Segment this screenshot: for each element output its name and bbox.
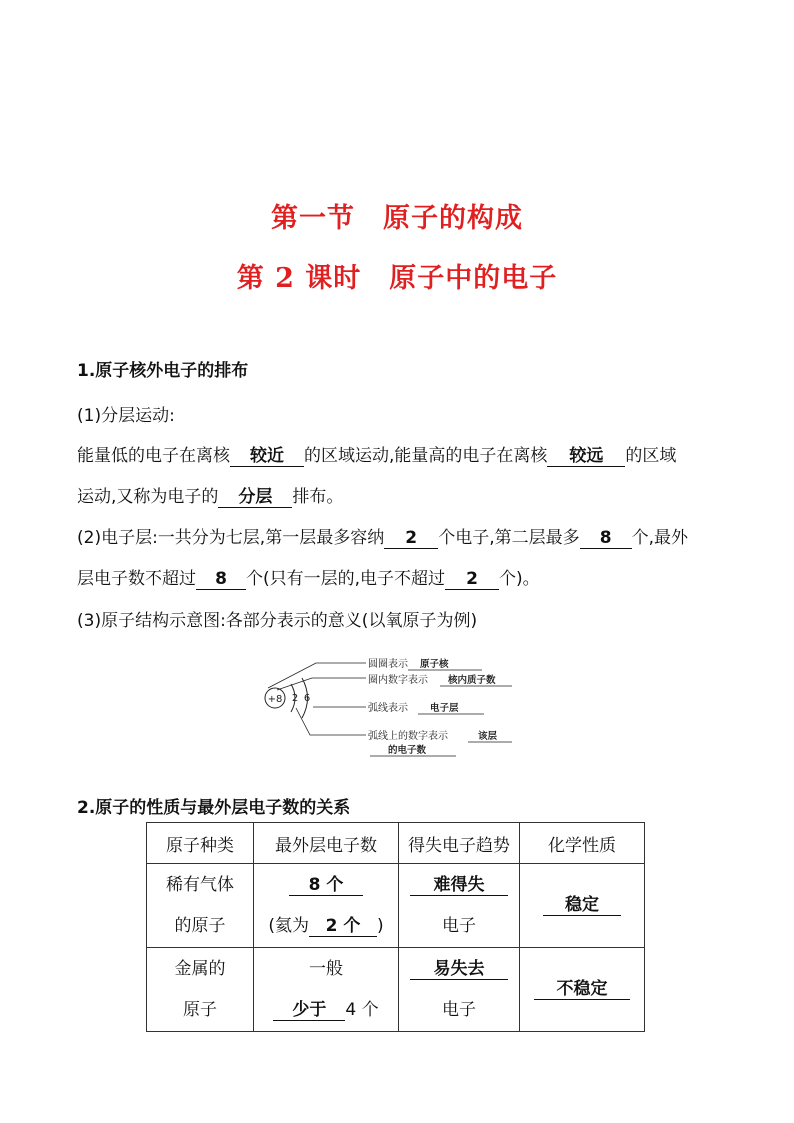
table-cell [254, 864, 399, 948]
answer-blank: 易失去 [410, 959, 508, 980]
diagram-ans-4a: 该层 [478, 731, 498, 742]
table-header: 化学性质 [520, 823, 645, 864]
diagram-label-4: 弧线上的数字表示 [368, 731, 448, 742]
cell-line [399, 949, 519, 990]
answer-blank: 2 个 [309, 916, 377, 937]
answer-blank: 2 [445, 569, 499, 590]
p1-line2 [77, 482, 343, 508]
cell-line: 电子 [442, 915, 476, 936]
text: 排布。 [292, 487, 344, 507]
diagram-label-1: 圆圈表示 [368, 659, 408, 670]
table-cell [147, 864, 254, 948]
text: (氦为 [268, 915, 309, 936]
section2-heading: 2.原子的性质与最外层电子数的关系 [77, 798, 351, 818]
p3: (3)原子结构示意图:各部分表示的意义(以氧原子为例) [77, 611, 478, 631]
answer-blank: 2 [384, 528, 438, 549]
text: 个,最外 [631, 528, 689, 548]
table-cell [399, 864, 520, 948]
text: 运动,又称为电子的 [77, 487, 219, 507]
table-row [147, 864, 645, 948]
diagram-ans-4b: 的电子数 [388, 745, 427, 756]
table-header: 得失电子趋势 [399, 823, 520, 864]
table-row [147, 948, 645, 1032]
answer-blank: 不稳定 [534, 979, 630, 1000]
table-cell [254, 948, 399, 1032]
cell-line: 一般 [309, 958, 343, 979]
text: (2)电子层:一共分为七层,第一层最多容纳 [77, 528, 385, 548]
nucleus-label: +8 [267, 694, 283, 705]
section1-heading: 1.原子核外电子的排布 [77, 361, 249, 381]
answer-blank: 较近 [230, 446, 304, 467]
p2-line1 [77, 523, 688, 549]
shell2-count: 6 [303, 693, 311, 704]
table-cell [147, 948, 254, 1032]
page-subtitle [0, 256, 794, 295]
answer-blank: 较远 [547, 446, 625, 467]
text: 个(只有一层的,电子不超过 [246, 569, 446, 589]
shell1-count: 2 [291, 693, 299, 704]
table-cell [399, 948, 520, 1032]
table-header: 最外层电子数 [254, 823, 399, 864]
text: 4 个 [345, 999, 379, 1020]
answer-blank: 分层 [218, 487, 292, 508]
cell-line: 原子 [183, 999, 217, 1020]
subtitle-number: 2 [275, 263, 295, 294]
cell-line: 稀有气体 [166, 874, 234, 895]
leader-line-1 [268, 663, 366, 688]
text: 能量低的电子在离核 [77, 446, 230, 466]
shell-arc-1 [291, 684, 295, 712]
cell-line: 金属的 [174, 958, 226, 979]
subtitle-prefix: 第 [236, 263, 276, 294]
leader-line-4 [296, 708, 366, 735]
p1-title: (1)分层运动: [77, 406, 175, 426]
cell-line: 的原子 [174, 915, 226, 936]
page-title: 第一节 原子的构成 [271, 203, 523, 234]
p2-line2 [77, 564, 540, 590]
diagram-ans-1: 原子核 [420, 659, 449, 670]
table-cell [520, 864, 645, 948]
cell-line [254, 865, 398, 906]
text: 个)。 [499, 569, 540, 589]
table-header: 原子种类 [147, 823, 254, 864]
text: ) [377, 915, 384, 936]
diagram-ans-3: 电子层 [430, 703, 459, 714]
answer-blank: 稳定 [543, 895, 621, 916]
table-header-row [147, 823, 645, 864]
text: 个电子,第二层最多 [438, 528, 580, 548]
answer-blank: 8 [196, 569, 246, 590]
cell-line [254, 990, 398, 1031]
text: 层电子数不超过 [77, 569, 196, 589]
answer-blank: 8 [580, 528, 632, 549]
answer-blank: 难得失 [410, 875, 508, 896]
answer-blank: 少于 [273, 1000, 345, 1021]
p1-line1 [77, 441, 676, 467]
shell-arc-2 [302, 678, 311, 718]
text: 的区域运动,能量高的电子在离核 [304, 446, 548, 466]
table-cell [520, 948, 645, 1032]
nucleus-circle [265, 688, 285, 708]
subtitle-rest: 课时 原子中的电子 [294, 263, 558, 294]
diagram-label-2: 圈内数字表示 [368, 675, 428, 686]
relation-table [146, 822, 645, 1032]
leader-line-2 [277, 678, 366, 690]
cell-line [254, 906, 398, 947]
diagram-ans-2: 核内质子数 [448, 675, 496, 686]
text: 的区域 [625, 446, 677, 466]
cell-line: 电子 [442, 999, 476, 1020]
cell-line [399, 865, 519, 906]
diagram-label-3: 弧线表示 [368, 703, 408, 714]
answer-blank: 8 个 [289, 875, 363, 896]
